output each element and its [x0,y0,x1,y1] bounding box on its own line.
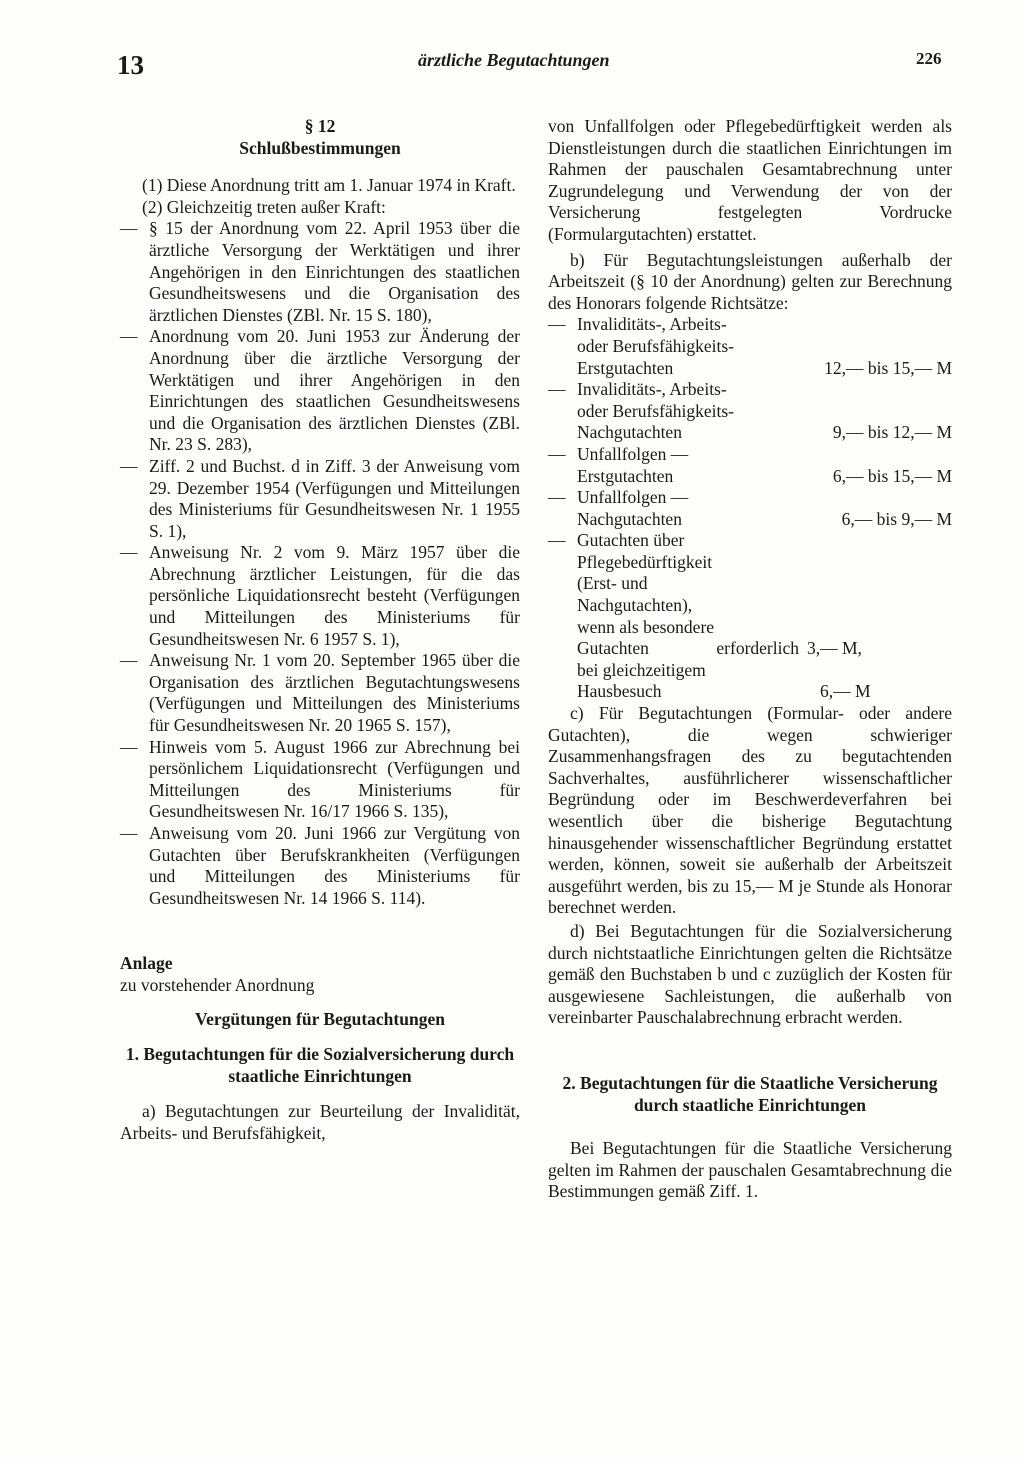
list-item: — Anweisung Nr. 2 vom 9. März 1957 über die Abrechnung ärztlicher Leistungen, für die das persönliche Liquidationsrecht besteht (Verfügungen und Mitteilungen des Ministeriums für Gesundheitswesen Nr. 6 1957 S. 1), [120,542,520,650]
page-number: 13 [117,50,144,80]
rate-value: 3,— M, [807,638,862,659]
rate-item [548,487,952,530]
list-item: — Anordnung vom 20. Juni 1953 zur Änderung der Anordnung über die ärztliche Versorgung der Werktätigen und ihrer Angehörigen in den Einrichtungen des staatlichen Gesundheitswesens und die Organisation des ärztlichen Dienstes (ZBl. Nr. 23 S. 283), [120,326,520,456]
b-intro: b) Für Begutachtungsleistungen außerhalb der Arbeitszeit (§ 10 der Anordnung) gelten zur Berechnung des Honorars folgende Richtsätze: [548,249,952,313]
list-item: — Anweisung vom 20. Juni 1966 zur Vergütung von Gutachten über Berufskrankheiten (Verfügungen und Mitteilungen des Ministeriums für Gesundheitswesen Nr. 14 1966 S. 114). [120,823,520,909]
rate-line: Erstgutachten [577,357,674,378]
annex-subtitle: zu vorstehender Anordnung [120,974,315,995]
rate-value: 6,— M [820,681,871,702]
rate-item [548,530,952,703]
rate-line: Erstgutachten [577,465,674,486]
section-1-title: 1. Begutachtungen für die Sozialversicherung durch staatliche Einrichtungen [125,1044,515,1086]
rate-item [548,314,952,379]
rate-line: Nachgutachten [577,508,682,529]
rate-line: — Invaliditäts-, Arbeits- [577,379,727,400]
section-title: Schlußbestimmungen [239,137,401,158]
left-column [120,116,520,1145]
list-item: — Hinweis vom 5. August 1966 zur Abrechnung bei persönlichem Liquidationsrecht (Verfügungen und Mitteilungen des Ministeriums für Gesundheitswesen Nr. 16/17 1966 S. 135), [120,737,520,823]
repealed-list [120,218,520,909]
paragraph-1: (1) Diese Anordnung tritt am 1. Januar 1974 in Kraft. [142,175,516,196]
rate-line: (Erst- und [577,573,648,594]
header-title: ärztliche Begutachtungen [418,50,610,70]
rate-line: oder Berufsfähigkeits- [577,335,734,356]
rate-line: Hausbesuch [577,681,662,702]
rate-list [548,314,952,703]
rate-line: bei gleichzeitigem [577,659,706,680]
rate-line: Pflegebedürftigkeit [577,551,713,572]
right-column [548,116,952,1203]
rate-line: Nachgutachten [577,422,682,443]
rate-line: — Gutachten über [577,530,685,551]
section-2-text: Bei Begutachtungen für die Staatliche Versicherung gelten im Rahmen der pauschalen Gesamtabrechnung die Bestimmungen gemäß Ziff. 1. [548,1138,952,1202]
rate-line: Gutachten erforderlich [577,638,799,659]
paragraph-2: (2) Gleichzeitig treten außer Kraft: [142,196,386,217]
rate-value: 6,— bis 9,— M [841,508,952,529]
section-number: § 12 [304,116,336,136]
rate-line: — Invaliditäts-, Arbeits- [577,314,727,335]
page-reference: 226 [916,49,942,68]
rate-line: — Unfallfolgen — [577,487,689,508]
rate-value: 6,— bis 15,— M [832,465,952,486]
section-1-a: a) Begutachtungen zur Beurteilung der Invalidität, Arbeits- und Berufsfähigkeit, [120,1101,520,1143]
continued-text: von Unfallfolgen oder Pflegebedürftigkeit werden als Dienstleistungen durch die staatlichen Einrichtungen im Rahmen der pauschalen Gesamtabrechnung unter Zugrundelegung und Verwendung der von der Versicherung festgelegten Vordrucke (Formulargutachten) erstattet. [548,116,952,244]
rate-item [548,379,952,444]
c-text: c) Für Begutachtungen (Formular- oder andere Gutachten), die wegen schwieriger Zusammenhangsfragen des zu begutachtenden Sachverhaltes, ausführlicherer wissenschaftlicher Begründung oder im Beschwerdeverfahren bei wesentlich über die bisherige Begutachtung hinausgehender wissenschaftlicher Begründung erstattet werden, können, soweit sie außerhalb der Arbeitszeit ausgeführt werden, bis zu 15,— M je Stunde als Honorar berechnet werden. [548,703,952,918]
rate-value: 9,— bis 12,— M [832,422,952,443]
list-item: — § 15 der Anordnung vom 22. April 1953 über die ärztliche Versorgung der Werktätigen und ihrer Angehörigen in den Einrichtungen des staatlichen Gesundheitswesens und die Organisation des ärztlichen Dienstes (ZBl. Nr. 15 S. 180), [120,218,520,326]
list-item: — Ziff. 2 und Buchst. d in Ziff. 3 der Anweisung vom 29. Dezember 1954 (Verfügungen und Mitteilungen des Ministeriums für Gesundheitswesen Nr. 1 1955 S. 1), [120,456,520,542]
rate-line: wenn als besondere [577,616,715,637]
list-item: — Anweisung Nr. 1 vom 20. September 1965 über die Organisation des ärztlichen Begutachtungswesens (Verfügungen und Mitteilungen des Ministeriums für Gesundheitswesen Nr. 20 1965 S. 157), [120,650,520,736]
rate-line: — Unfallfolgen — [577,443,689,464]
annex-title: Anlage [120,953,173,974]
rate-item [548,444,952,487]
rate-line: oder Berufsfähigkeits- [577,400,734,421]
section-2-title: 2. Begutachtungen für die Staatliche Versicherung durch staatliche Einrichtungen [562,1072,938,1115]
d-text: d) Bei Begutachtungen für die Sozialversicherung durch nichtstaatliche Einrichtungen gelten die Richtsätze gemäß den Buchstaben b und c zuzüglich der Kosten für ausgewiesene Sachleistungen, die außerhalb von vereinbarter Pauschalabrechnung erbracht werden. [548,920,952,1028]
remuneration-title: Vergütungen für Begutachtungen [195,1008,445,1029]
rate-line: Nachgutachten), [577,595,693,616]
rate-value: 12,— bis 15,— M [824,357,952,378]
